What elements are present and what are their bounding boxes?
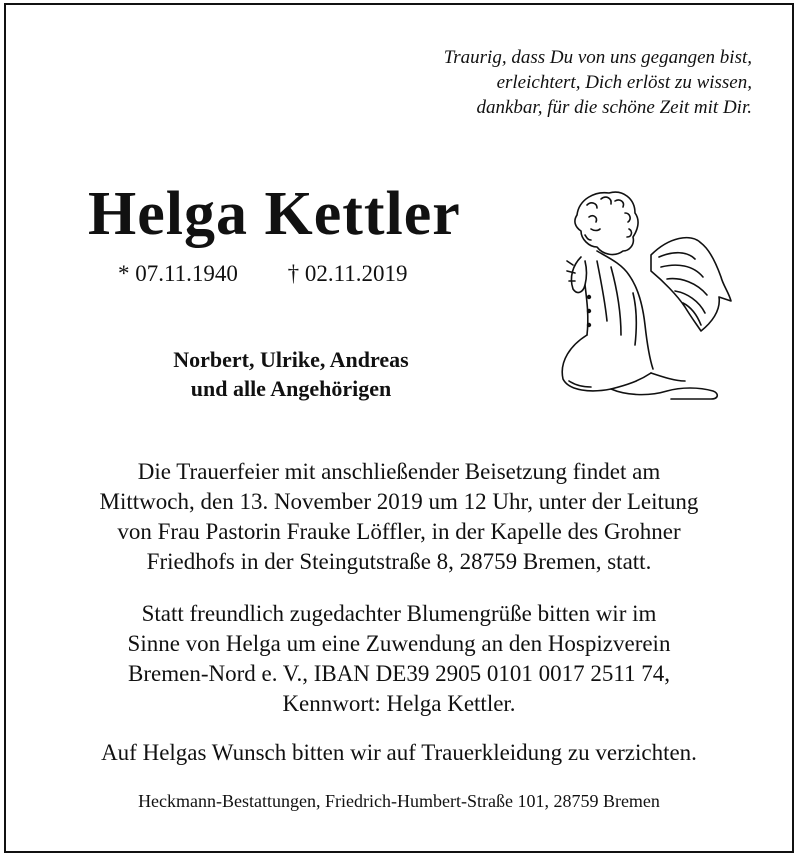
- funeral-details: [26, 457, 772, 577]
- family-names: [106, 345, 476, 403]
- donation-line: Bremen-Nord e. V., IBAN DE39 2905 0101 0017 2511 74,: [128, 661, 670, 686]
- birth-date: * 07.11.1940: [118, 261, 238, 286]
- donation-request: [26, 599, 772, 719]
- memorial-quote: [444, 45, 752, 120]
- undertaker-address: Heckmann-Bestattungen, Friedrich-Humbert-Straße 101, 28759 Bremen: [138, 791, 660, 811]
- obituary-notice: [4, 3, 794, 853]
- funeral-line: von Frau Pastorin Frauke Löffler, in der Kapelle des Grohner: [117, 519, 681, 544]
- kneeling-angel-icon: [551, 185, 736, 405]
- funeral-line: Die Trauerfeier mit anschließender Beisetzung findet am: [137, 459, 661, 484]
- deceased-name: Helga Kettler: [88, 180, 461, 248]
- quote-line: Traurig, dass Du von uns gegangen bist,: [443, 47, 752, 68]
- donation-line: Sinne von Helga um eine Zuwendung an den Hospizverein: [127, 631, 671, 656]
- life-dates: [118, 261, 408, 287]
- quote-line: dankbar, für die schöne Zeit mit Dir.: [476, 97, 752, 118]
- funeral-line: Mittwoch, den 13. November 2019 um 12 Uhr, unter der Leitung: [99, 489, 699, 514]
- death-date: † 02.11.2019: [287, 261, 408, 286]
- donation-line: Statt freundlich zugedachter Blumengrüße bitten wir im: [141, 601, 657, 626]
- quote-line: erleichtert, Dich erlöst zu wissen,: [496, 72, 752, 93]
- family-line: Norbert, Ulrike, Andreas: [173, 347, 409, 372]
- funeral-line: Friedhofs in der Steingutstraße 8, 28759 Bremen, statt.: [146, 549, 652, 574]
- donation-line: Kennwort: Helga Kettler.: [282, 691, 516, 716]
- family-line: und alle Angehörigen: [190, 376, 392, 401]
- dress-code-wish: Auf Helgas Wunsch bitten wir auf Trauerkleidung zu verzichten.: [101, 740, 697, 765]
